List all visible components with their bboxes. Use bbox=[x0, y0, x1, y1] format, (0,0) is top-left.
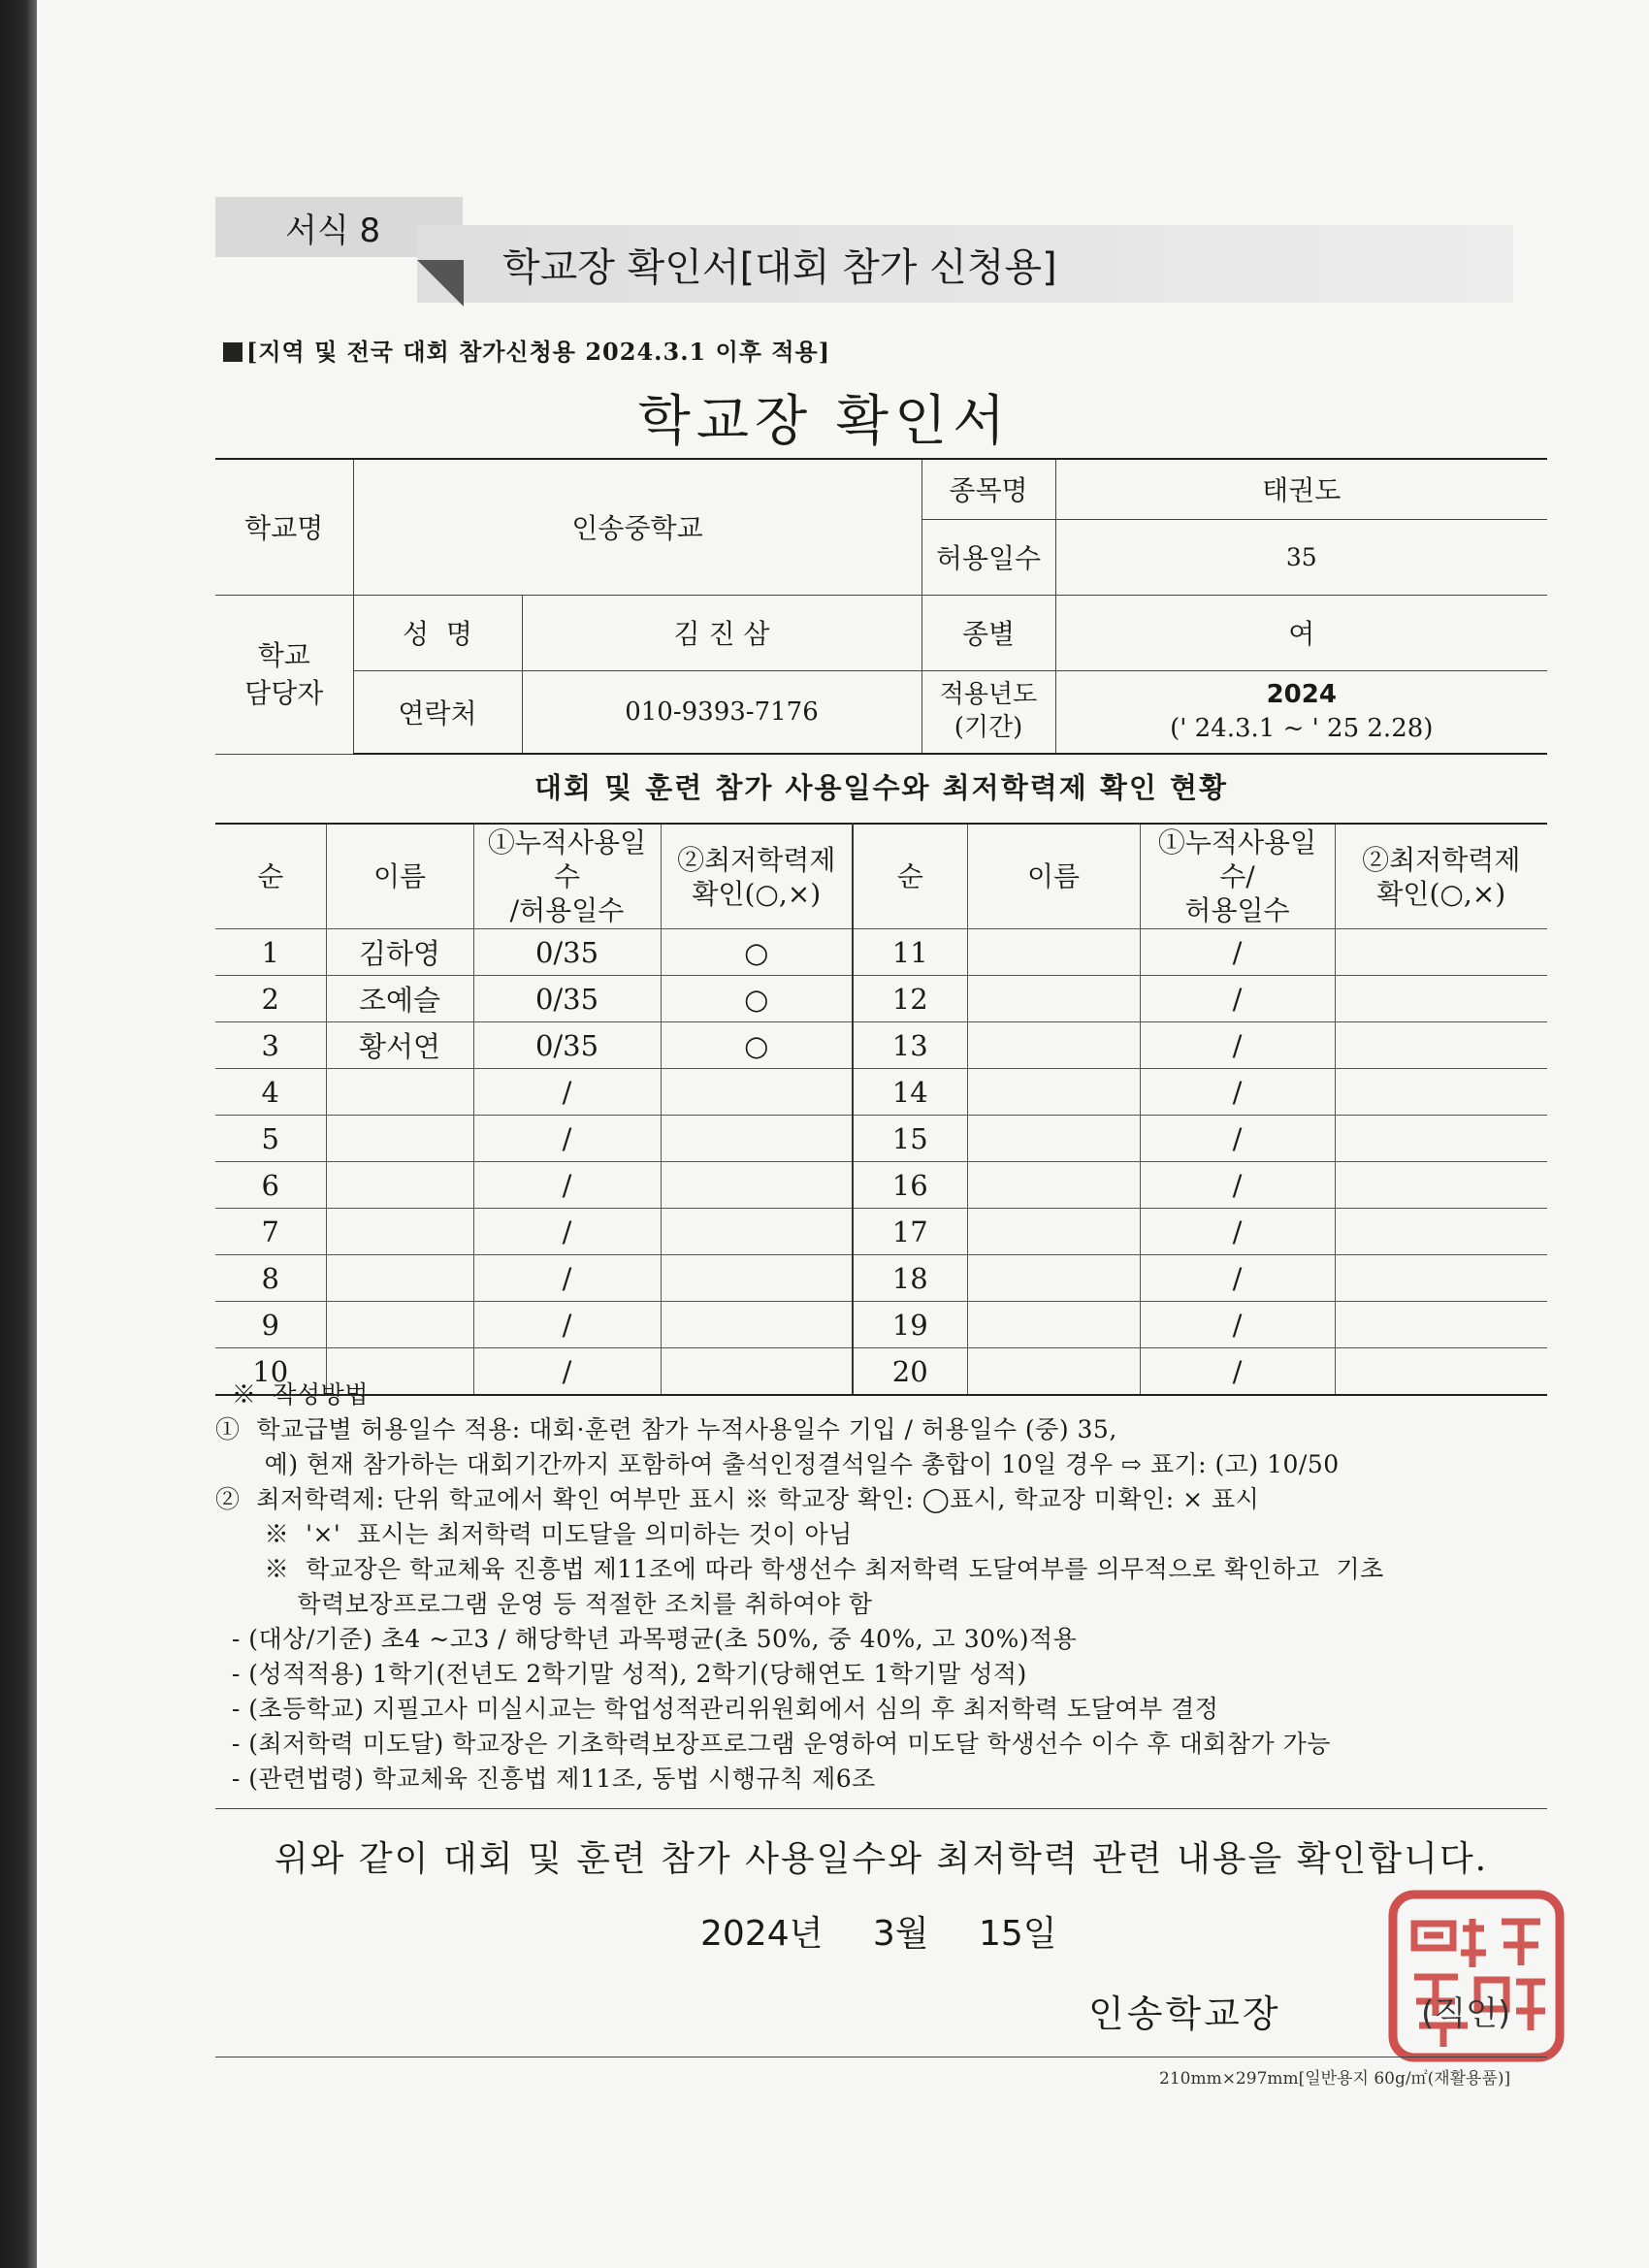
row-days: / bbox=[473, 1116, 661, 1162]
notice-line bbox=[223, 333, 830, 367]
row-name: 김하영 bbox=[326, 929, 473, 976]
row-days: 0/35 bbox=[473, 929, 661, 976]
header-name-right: 이름 bbox=[967, 824, 1140, 929]
paper-spec: 210mm×297mm[일반용지 60g/㎡(재활용품)] bbox=[1159, 2069, 1511, 2089]
row-days-right: / bbox=[1140, 1116, 1335, 1162]
instruction-line: - (관련법령) 학교체육 진흥법 제11조, 동법 시행규칙 제6조 bbox=[215, 1765, 876, 1793]
row-name-right bbox=[967, 1022, 1140, 1069]
row-days-right: / bbox=[1140, 1162, 1335, 1209]
form-title: 학교장 확인서[대회 참가 신청용] bbox=[417, 225, 1513, 303]
row-name bbox=[326, 1116, 473, 1162]
info-table bbox=[215, 458, 1547, 755]
row-no: 4 bbox=[215, 1069, 326, 1116]
instruction-line: - (최저학력 미도달) 학교장은 기초학력보장프로그램 운영하여 미도달 학생선수 이수 후 대회참가 가능 bbox=[215, 1730, 1331, 1758]
row-days: / bbox=[473, 1302, 661, 1348]
instruction-line: - (대상/기준) 초4 ~고3 / 해당학년 과목평균(초 50%, 중 40%, 고 30%)적용 bbox=[215, 1625, 1078, 1653]
row-no-right: 11 bbox=[853, 929, 967, 976]
row-name bbox=[326, 1255, 473, 1302]
year-label: 적용년도 (기간) bbox=[922, 670, 1055, 754]
instruction-line: ① 학교급별 허용일수 적용: 대회·훈련 참가 누적사용일수 기입 / 허용일수 (중) 35, bbox=[215, 1415, 1117, 1443]
days-label: 허용일수 bbox=[922, 519, 1055, 595]
row-check bbox=[661, 1255, 853, 1302]
row-name: 조예슬 bbox=[326, 976, 473, 1022]
sport-value: 태권도 bbox=[1055, 459, 1547, 519]
year-value: 2024 bbox=[1266, 679, 1337, 709]
name-label: 성 명 bbox=[353, 595, 522, 670]
row-name-right bbox=[967, 929, 1140, 976]
row-name bbox=[326, 1209, 473, 1255]
row-check-right bbox=[1335, 1209, 1547, 1255]
row-days-right: / bbox=[1140, 929, 1335, 976]
row-no: 3 bbox=[215, 1022, 326, 1069]
year-period: (' 24.3.1 ~ ' 25 2.28) bbox=[1170, 713, 1434, 743]
row-name-right bbox=[967, 1209, 1140, 1255]
row-name bbox=[326, 1162, 473, 1209]
instruction-line: ※ 학교장은 학교체육 진흥법 제11조에 따라 학생선수 최저학력 도달여부를 의무적으로 확인하고 기초 bbox=[215, 1555, 1384, 1583]
row-no: 2 bbox=[215, 976, 326, 1022]
row-no: 7 bbox=[215, 1209, 326, 1255]
instruction-line: ※ '×' 표시는 최저학력 미도달을 의미하는 것이 아님 bbox=[215, 1520, 853, 1548]
row-check-right bbox=[1335, 1255, 1547, 1302]
row-no-right: 17 bbox=[853, 1209, 967, 1255]
year-cell bbox=[1055, 670, 1547, 754]
row-check-right bbox=[1335, 976, 1547, 1022]
row-days: / bbox=[473, 1209, 661, 1255]
instruction-line: ② 최저학력제: 단위 학교에서 확인 여부만 표시 ※ 학교장 확인: ◯표시, 학교장 미확인: × 표시 bbox=[215, 1485, 1260, 1513]
row-check-right bbox=[1335, 1302, 1547, 1348]
row-no: 6 bbox=[215, 1162, 326, 1209]
row-no-right: 20 bbox=[853, 1348, 967, 1396]
row-no-right: 16 bbox=[853, 1162, 967, 1209]
header-check-right: ②최저학력제 확인(○,×) bbox=[1335, 824, 1547, 929]
official-seal-icon bbox=[1385, 1885, 1569, 2067]
row-no-right: 14 bbox=[853, 1069, 967, 1116]
contact-value: 010-9393-7176 bbox=[522, 670, 922, 754]
section-title: 대회 및 훈련 참가 사용일수와 최저학력제 확인 현황 bbox=[534, 771, 1228, 804]
header-days: ①누적사용일수 /허용일수 bbox=[473, 824, 661, 929]
contact-label: 연락처 bbox=[353, 670, 522, 754]
sport-label: 종목명 bbox=[922, 459, 1055, 519]
table-row bbox=[215, 1162, 1547, 1209]
row-check-right bbox=[1335, 1069, 1547, 1116]
principal-name: 인송학교장 bbox=[1088, 1993, 1281, 2035]
row-days: / bbox=[473, 1162, 661, 1209]
confirm-statement: 위와 같이 대회 및 훈련 참가 사용일수와 최저학력 관련 내용을 확인합니다. bbox=[274, 1839, 1489, 1879]
row-days-right: / bbox=[1140, 1069, 1335, 1116]
row-check: ○ bbox=[661, 1022, 853, 1069]
issue-date bbox=[700, 1906, 1092, 1956]
table-row bbox=[215, 1209, 1547, 1255]
notice-text: [지역 및 전국 대회 참가신청용 2024.3.1 이후 적용] bbox=[246, 338, 831, 366]
table-row bbox=[215, 1069, 1547, 1116]
instruction-line: 학력보장프로그램 운영 등 적절한 조치를 취하여야 함 bbox=[215, 1590, 873, 1618]
row-no-right: 19 bbox=[853, 1302, 967, 1348]
row-days-right: / bbox=[1140, 1209, 1335, 1255]
header-name: 이름 bbox=[326, 824, 473, 929]
row-name-right bbox=[967, 1116, 1140, 1162]
days-value: 35 bbox=[1055, 519, 1547, 595]
date-month: 3월 bbox=[872, 1914, 929, 1954]
table-row bbox=[215, 1302, 1547, 1348]
instructions bbox=[215, 1377, 1547, 1797]
scan-edge bbox=[0, 0, 37, 2268]
row-days-right: / bbox=[1140, 1348, 1335, 1396]
row-name bbox=[326, 1302, 473, 1348]
gender-value: 여 bbox=[1055, 595, 1547, 670]
instruction-line: - (성적적용) 1학기(전년도 2학기말 성적), 2학기(당해연도 1학기말 성적) bbox=[215, 1660, 1027, 1688]
notes-divider bbox=[215, 1808, 1547, 1809]
row-name-right bbox=[967, 976, 1140, 1022]
school-label: 학교명 bbox=[215, 459, 353, 595]
date-year: 2024년 bbox=[700, 1914, 824, 1954]
row-name-right bbox=[967, 1302, 1140, 1348]
row-days: / bbox=[473, 1255, 661, 1302]
row-days: 0/35 bbox=[473, 976, 661, 1022]
row-name: 황서연 bbox=[326, 1022, 473, 1069]
instruction-line: - (초등학교) 지필고사 미실시교는 학업성적관리위원회에서 심의 후 최저학력 도달여부 결정 bbox=[215, 1695, 1219, 1723]
row-check-right bbox=[1335, 1162, 1547, 1209]
manager-label: 학교 담당자 bbox=[215, 595, 353, 754]
row-check bbox=[661, 1162, 853, 1209]
row-check-right bbox=[1335, 929, 1547, 976]
header-no-right: 순 bbox=[853, 824, 967, 929]
row-days: / bbox=[473, 1348, 661, 1396]
instruction-line: 예) 현재 참가하는 대회기간까지 포함하여 출석인정결석일수 총합이 10일 경우 ⇨ 표기: (고) 10/50 bbox=[215, 1450, 1340, 1478]
name-value: 김 진 삼 bbox=[522, 595, 922, 670]
table-row bbox=[215, 1022, 1547, 1069]
form-number-label: 서식 8 bbox=[215, 197, 463, 257]
square-bullet-icon bbox=[223, 342, 242, 362]
row-name-right bbox=[967, 1255, 1140, 1302]
row-no: 9 bbox=[215, 1302, 326, 1348]
table-row bbox=[215, 976, 1547, 1022]
row-days-right: / bbox=[1140, 1302, 1335, 1348]
row-days-right: / bbox=[1140, 976, 1335, 1022]
row-days-right: / bbox=[1140, 1022, 1335, 1069]
row-name-right bbox=[967, 1069, 1140, 1116]
header-days-right: ①누적사용일수/ 허용일수 bbox=[1140, 824, 1335, 929]
instruction-line: ※ 작성방법 bbox=[215, 1380, 369, 1409]
row-check-right bbox=[1335, 1116, 1547, 1162]
row-check: ○ bbox=[661, 929, 853, 976]
row-check bbox=[661, 1069, 853, 1116]
row-name-right bbox=[967, 1162, 1140, 1209]
table-row bbox=[215, 1116, 1547, 1162]
row-no: 5 bbox=[215, 1116, 326, 1162]
row-check bbox=[661, 1116, 853, 1162]
header-no: 순 bbox=[215, 824, 326, 929]
row-check: ○ bbox=[661, 976, 853, 1022]
row-no: 10 bbox=[215, 1348, 326, 1396]
row-days: 0/35 bbox=[473, 1022, 661, 1069]
header-check: ②최저학력제 확인(○,×) bbox=[661, 824, 853, 929]
date-day: 15일 bbox=[979, 1914, 1057, 1954]
row-no-right: 12 bbox=[853, 976, 967, 1022]
row-name bbox=[326, 1069, 473, 1116]
gender-label: 종별 bbox=[922, 595, 1055, 670]
row-check bbox=[661, 1302, 853, 1348]
row-no: 1 bbox=[215, 929, 326, 976]
table-row bbox=[215, 1255, 1547, 1302]
row-days-right: / bbox=[1140, 1255, 1335, 1302]
table-row bbox=[215, 929, 1547, 976]
title-corner-mark bbox=[417, 260, 464, 307]
row-no-right: 18 bbox=[853, 1255, 967, 1302]
row-no-right: 15 bbox=[853, 1116, 967, 1162]
row-no: 8 bbox=[215, 1255, 326, 1302]
school-value: 인송중학교 bbox=[353, 459, 922, 595]
row-days: / bbox=[473, 1069, 661, 1116]
row-check-right bbox=[1335, 1022, 1547, 1069]
page-title: 학교장 확인서 bbox=[637, 390, 1012, 453]
row-check bbox=[661, 1209, 853, 1255]
athlete-table bbox=[215, 823, 1547, 1396]
seal-label: (직인) bbox=[1421, 1994, 1511, 2033]
row-no-right: 13 bbox=[853, 1022, 967, 1069]
